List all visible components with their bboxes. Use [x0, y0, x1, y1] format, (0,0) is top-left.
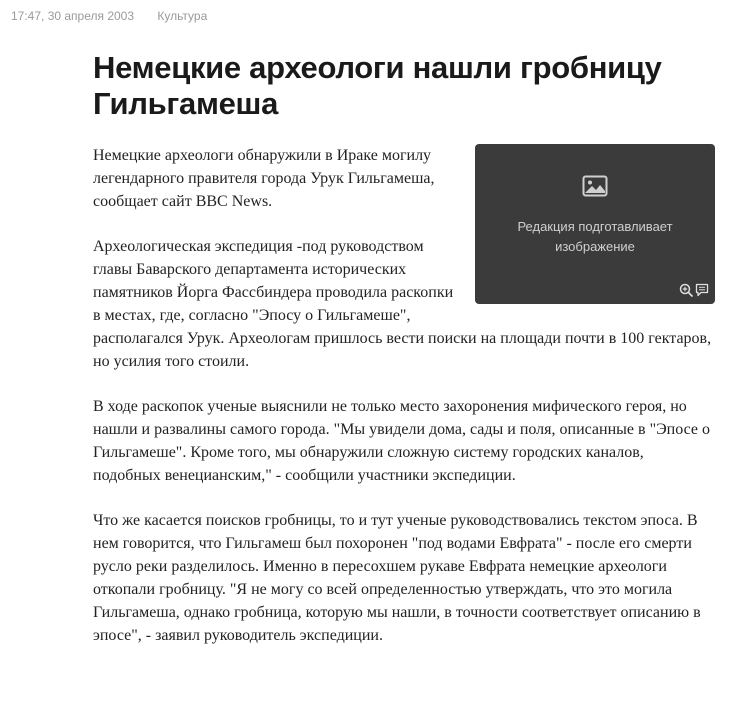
image-placeholder-caption: Редакция подготавливает изображение: [517, 219, 673, 254]
rubric-link[interactable]: Культура: [157, 9, 208, 23]
article-paragraph: В ходе раскопок ученые выяснили не только место захоронения мифического героя, но нашли и развалины самого города. "Мы увидели дома, сады и поля, описанные в "Эпосе о Гильгамеше". Кроме того, мы обнаружили сложную систему городских каналов, подобных венецианским," - сообщили участники экспедиции.: [93, 398, 711, 484]
zoom-in-icon[interactable]: [679, 283, 694, 298]
comment-icon[interactable]: [695, 283, 709, 297]
article-body: [93, 144, 715, 669]
article-title: Немецкие археологи нашли гробницу Гильгамеша: [93, 50, 662, 121]
image-icon: [582, 175, 608, 197]
article-paragraph: Что же касается поисков гробницы, то и тут ученые руководствовались текстом эпоса. В нем говорится, что Гильгамеш был похоронен "под водами Евфрата" - после его смерти русло реки разделилось. Именно в пересохшем рукаве Евфрата немецкие археологи откопали гробницу. "Я не могу со всей определенностью утверждать, что это могила Гильгамеша, однако гробница, которую мы нашли, в точности соответствует описанию в эпосе", - заявил руководитель экспедиции.: [93, 512, 701, 644]
publish-datetime: 17:47, 30 апреля 2003: [11, 9, 135, 23]
article-paragraph: Археологическая экспедиция -под руководством главы Баварского департамента исторических памятников Йорга Фассбиндера проводила раскопки в местах, где, согласно "Эпосу о Гильгамеше", располагался Урук. Археологам пришлось вести поиски на площади почти в 100 гектаров, но усилия того стоили.: [93, 238, 712, 370]
article-meta: [11, 9, 207, 23]
article-paragraph: Немецкие археологи обнаружили в Ираке могилу легендарного правителя города Урук Гильгамеша, сообщает сайт BBC News.: [93, 147, 435, 210]
image-placeholder[interactable]: [475, 144, 715, 304]
